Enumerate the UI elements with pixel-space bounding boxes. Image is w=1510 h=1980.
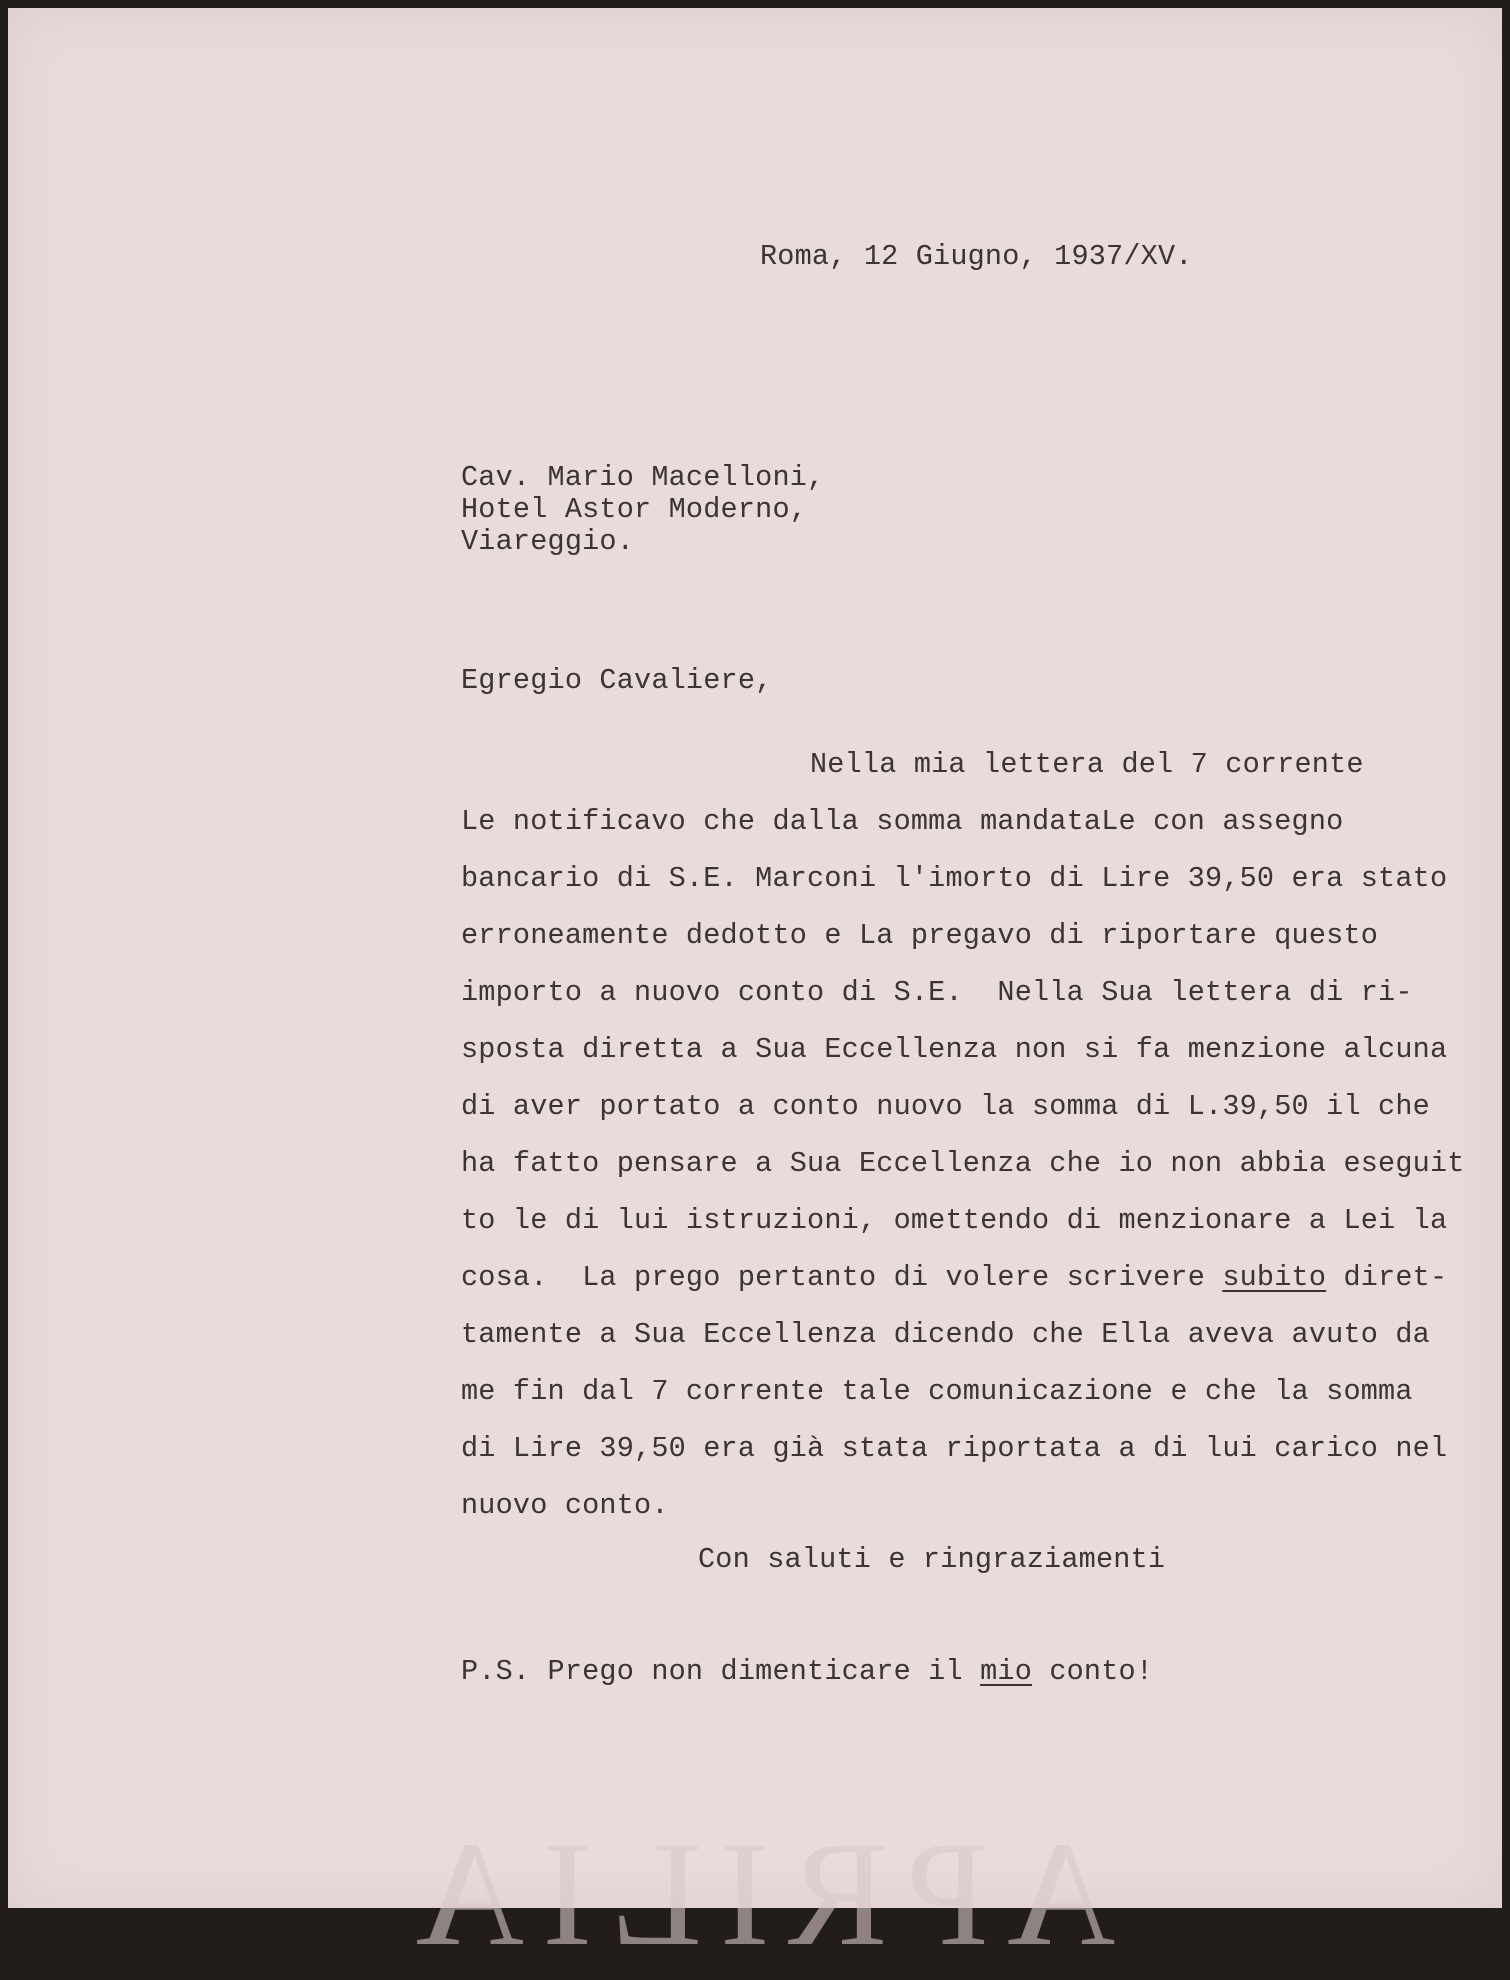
body-line-7: di aver portato a conto nuovo la somma di L.39,50 il che <box>461 1090 1430 1123</box>
body-line-2: Le notificavo che dalla somma mandataLe con assegno <box>461 805 1344 838</box>
letter-page <box>8 8 1502 1977</box>
underlined-word-subito: subito <box>1222 1261 1327 1294</box>
body-line-14: nuovo conto. <box>461 1489 669 1522</box>
recipient-name: Cav. Mario Macelloni, <box>461 461 825 494</box>
postscript-start: P.S. Prego non dimenticare il <box>461 1655 981 1688</box>
body-line-5: importo a nuovo conto di S.E. Nella Sua lettera di ri- <box>461 976 1413 1009</box>
closing: Con saluti e ringraziamenti <box>698 1543 1166 1576</box>
body-line-1: Nella mia lettera del 7 corrente <box>810 748 1364 781</box>
body-line-4: erroneamente dedotto e La pregavo di riportare questo <box>461 919 1379 952</box>
date-line: Roma, 12 Giugno, 1937/XV. <box>760 240 1193 273</box>
body-line-8: ha fatto pensare a Sua Eccellenza che io non abbia eseguit <box>461 1147 1465 1180</box>
body-line-10-start: cosa. La prego pertanto di volere scrivere <box>461 1261 1223 1294</box>
body-line-9: to le di lui istruzioni, omettendo di menzionare a Lei la <box>461 1204 1448 1237</box>
body-line-11: tamente a Sua Eccellenza dicendo che Ella aveva avuto da <box>461 1318 1430 1351</box>
body-line-10 <box>461 1261 1447 1295</box>
body-line-3: bancario di S.E. Marconi l'imorto di Lire 39,50 era stato <box>461 862 1448 895</box>
watermark-mirrored: APRILIA <box>398 1811 1116 1977</box>
postscript-end: conto! <box>1032 1655 1154 1688</box>
postscript <box>461 1655 1153 1689</box>
body-line-13: di Lire 39,50 era già stata riportata a di lui carico nel <box>461 1432 1448 1465</box>
salutation: Egregio Cavaliere, <box>461 664 773 697</box>
underlined-word-mio: mio <box>980 1655 1033 1688</box>
recipient-city: Viareggio. <box>461 525 635 558</box>
body-line-12: me fin dal 7 corrente tale comunicazione e che la somma <box>461 1375 1413 1408</box>
body-line-6: sposta diretta a Sua Eccellenza non si fa menzione alcuna <box>461 1033 1448 1066</box>
body-line-10-end: diret- <box>1326 1261 1448 1294</box>
recipient-hotel: Hotel Astor Moderno, <box>461 493 808 526</box>
